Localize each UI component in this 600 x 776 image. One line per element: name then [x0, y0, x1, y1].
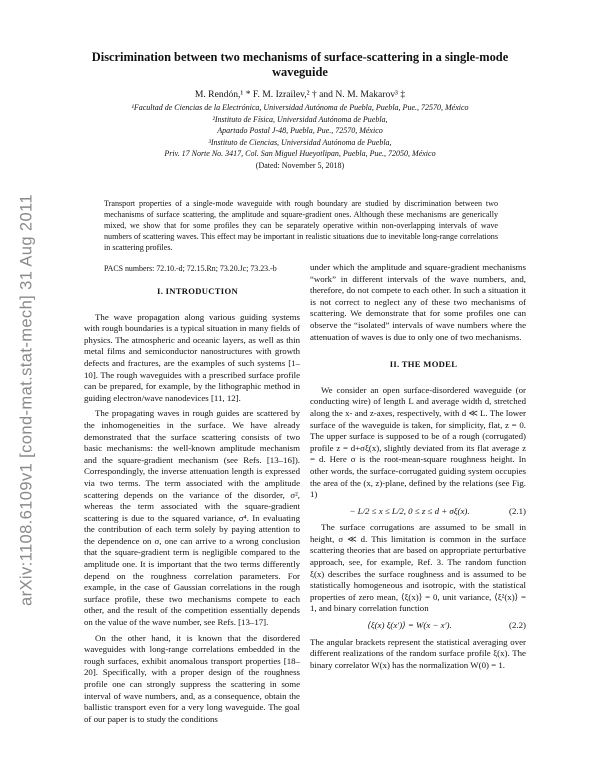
paragraph: The wave propagation along various guiding systems with rough boundaries is a typical situation in many fields of physics. The atmospheric and oceanic layers, as well as thin metal films and semiconductor nanostructures with growth defects and fractures, are the examples of such systems [1–10]. The rough waveguides with a prescribed surface profile can be prepared, for example, by the lithographic method in guiding electron/wave nanodevices [11, 12]. — [84, 311, 300, 403]
paragraph: The surface corrugations are assumed to be small in height, σ ≪ d. This limitation is common in the surface scattering theories that are based on appropriate perturbative approach, see, for example, Ref. 3. The random function ξ(x) describes the surface roughness and is assumed to be statistically homogeneous and isotropic, with the statistical properties of zero mean, ⟨ξ(x)⟩ = 0, unit variance, ⟨ξ²(x)⟩ = 1, and binary correlation function — [310, 522, 526, 614]
affiliation-line: ²Instituto de Física, Universidad Autónoma de Puebla, — [212, 114, 388, 124]
paragraph: The angular brackets represent the statistical averaging over different realizations of the random surface profile ξ(x). The binary correlator W(x) has the normalization W(0) = 1. — [310, 636, 526, 670]
authors: M. Rendón,¹ * F. M. Izrailev,² † and N. M. Makarov³ ‡ — [194, 89, 406, 100]
affiliation-line: ³Instituto de Ciencias, Universidad Autónoma de Puebla, — [208, 137, 392, 147]
paragraph: We consider an open surface-disordered waveguide (or conducting wire) of length L and average width d, stretched along the x- and z-axes, respectively, with d ≪ L. The lower surface of the waveguide is taken, for simplicity, flat, z = 0. The upper surface is supposed to be of a rough (corrugated) profile z = d+σξ(x), slightly deviated from its flat average z = d. Here σ is the root-mean-square roughness height. In other words, the surface-corrugated guiding system occupies the area of the (x, z)-plane, defined by the relations (see Fig. 1) — [310, 384, 526, 500]
equation-body: ⟨ξ(x) ξ(x′)⟩ = W(x − x′). — [367, 620, 452, 631]
affiliations — [80, 102, 520, 171]
equation-2-2 — [310, 620, 526, 632]
affiliation-line: Priv. 17 Norte No. 3417, Col. San Miguel Hueyotlipan, Puebla, Pue., 72050, México — [164, 149, 436, 158]
affiliation-line: Apartado Postal J-48, Puebla, Pue., 72570, México — [217, 126, 383, 135]
abstract: Transport properties of a single-mode waveguide with rough boundary are studied by discrimination between two mechanisms of surface scattering, the amplitude and square-gradient ones. Although these mechanisms are generically mixed, we show that for some profiles they can be separately operative within non-overlapping intervals of wave numbers of scattering waves. This effect may be important in realistic situations due to inevitable long-range correlations in scattering profiles. — [104, 199, 498, 253]
arxiv-stamp — [12, 150, 42, 650]
affiliation-line: ¹Facultad de Ciencias de la Electrónica, Universidad Autónoma de Puebla, Puebla, Pue., 72570, México — [131, 103, 469, 112]
paragraph: On the other hand, it is known that the disordered waveguides with long-range correlations embedded in the rough surfaces, exhibit anomalous transport properties [18–20]. Specifically, with a proper design of the roughness profile one can strongly suppress the scattering in some interval of wave numbers, and, as a consequence, obtain the ballistic transport even for a very long waveguide. The goal of our paper is to study the conditions — [84, 632, 300, 724]
paper-title: Discrimination between two mechanisms of surface-scattering in a single-mode waveguide — [91, 50, 509, 79]
pacs-numbers: PACS numbers: 72.10.-d; 72.15.Rn; 73.20.Jc; 73.23.-b — [104, 264, 277, 273]
paragraph-continuation: under which the amplitude and square-gradient mechanisms “work” in different intervals of the wave numbers, and, therefore, do not compete to each other. In such a situation it is not correct to neglect any of these two mechanisms of scattering. We demonstrate that for some profiles one can observe the “isolated” intervals of wave numbers where the attenuation of waves is due to only one of two mechanisms. — [310, 262, 526, 342]
paragraph: The propagating waves in rough guides are scattered by the inhomogeneities in the surface. We have already demonstrated that the surface scattering consists of two basic mechanisms: the well-known amplitude mechanism and the square-gradient mechanism (see Refs. [13–16]). Correspondingly, the inverse attenuation length is expressed via two terms. The term associated with the amplitude scattering depends on the variance of the disorder, σ², whereas the term associated with the square-gradient scattering is due to the squared variance, σ⁴. In evaluating the contribution of each term solely by paying attention to the dependence on σ, one can arrive to a wrong conclusion that the square-gradient term is negligible compared to the amplitude one. It is important that the two terms differently depend on the roughness correlation parameters. For example, in the case of Gaussian correlations in the rough surface profile, these two mechanisms compete to each other, and the result of the competition essentially depends on the value of the wave number, see Refs. [13–17]. — [84, 408, 300, 628]
equation-body: − L/2 ≤ x ≤ L/2, 0 ≤ z ≤ d + σξ(x). — [349, 505, 470, 516]
section-heading-model: II. THE MODEL — [389, 359, 458, 370]
equation-number: (2.2) — [509, 620, 526, 631]
right-column — [310, 262, 526, 675]
equation-2-1 — [310, 506, 526, 518]
left-column — [84, 262, 300, 729]
dated: (Dated: November 5, 2018) — [255, 160, 345, 170]
section-heading-introduction: I. INTRODUCTION — [157, 286, 238, 296]
arxiv-stamp-text: arXiv:1108.6109v1 [cond-mat.stat-mech] 31 Aug 2011 — [17, 194, 36, 606]
equation-number: (2.1) — [509, 505, 526, 516]
